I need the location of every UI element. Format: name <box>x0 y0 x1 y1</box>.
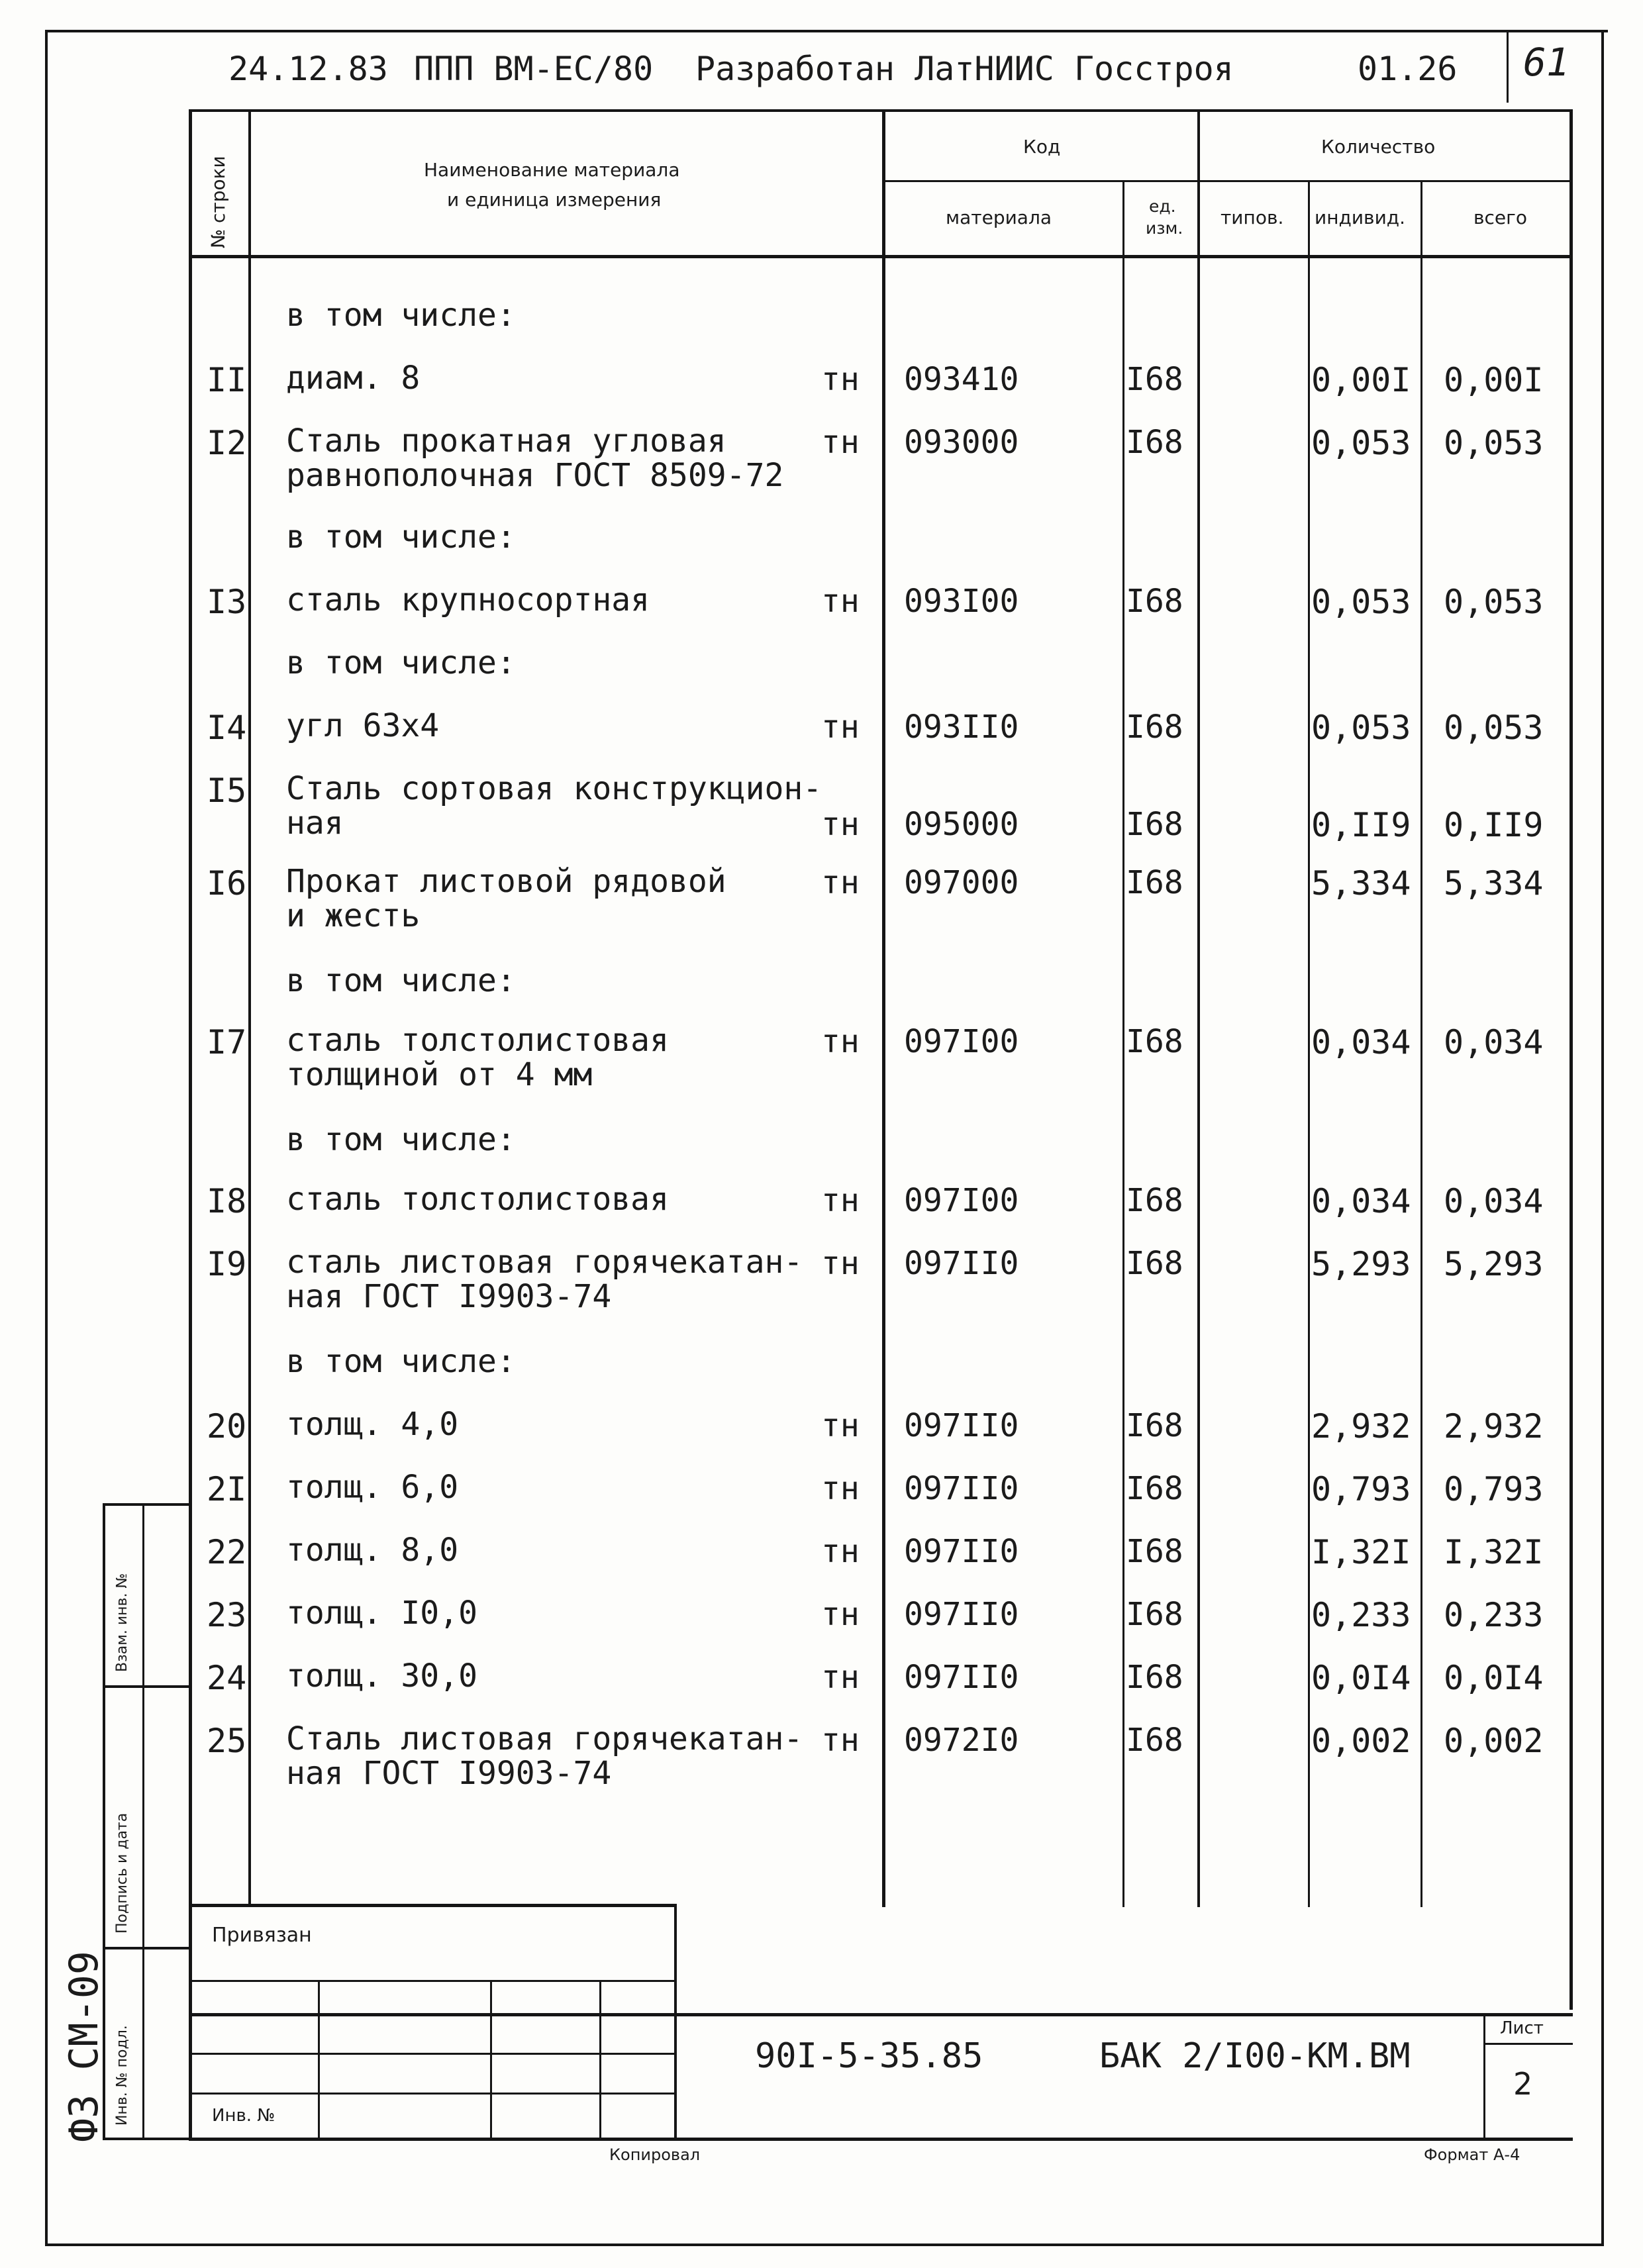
unit-of-measure: тн <box>821 1182 860 1219</box>
unit-code: I68 <box>1126 1245 1183 1282</box>
unit-of-measure: тн <box>821 709 860 746</box>
col-header-code-unit-1: ед. <box>1149 197 1176 216</box>
page-border-top <box>45 30 1608 32</box>
qty-individual: 0,053 <box>1311 709 1411 747</box>
material-code: 093410 <box>904 361 1019 398</box>
qty-total: 0,034 <box>1444 1182 1544 1220</box>
qty-individual: 0,002 <box>1311 1722 1411 1760</box>
qty-total: 5,334 <box>1444 864 1544 903</box>
material-name: сталь листовая горячекатан- <box>286 1244 803 1281</box>
margin-stamp-bottom <box>103 2138 189 2140</box>
stamp-vert-main <box>674 1904 677 2139</box>
row-number: 22 <box>207 1533 247 1571</box>
stamp-sheet-label: Лист <box>1500 2018 1544 2038</box>
unit-code: I68 <box>1126 1722 1183 1759</box>
unit-code: I68 <box>1126 583 1183 620</box>
qty-individual: 5,334 <box>1311 864 1411 903</box>
qty-individual: 0,053 <box>1311 424 1411 462</box>
stamp-line-a <box>189 1980 675 1982</box>
material-code: 095000 <box>904 806 1019 843</box>
material-name: в том числе: <box>286 518 516 556</box>
material-code: 097II0 <box>904 1245 1019 1282</box>
qty-total: 0,0I4 <box>1444 1659 1544 1697</box>
material-name-cont: равнополочная ГОСТ 8509-72 <box>286 457 784 494</box>
qty-individual: 0,233 <box>1311 1596 1411 1634</box>
material-name: сталь толстолистовая <box>286 1181 669 1218</box>
material-name: Сталь листовая горячекатан- <box>286 1720 803 1757</box>
col-header-name-2: и единица измерения <box>447 189 662 211</box>
page-border-right <box>1601 30 1604 2245</box>
material-name-cont: ная <box>286 805 344 842</box>
material-code: 097II0 <box>904 1533 1019 1570</box>
stamp-sheet-no: 2 <box>1513 2066 1533 2102</box>
qty-individual: 0,II9 <box>1311 806 1411 844</box>
unit-of-measure: тн <box>821 806 860 843</box>
margin-exchange-inv: Взам. инв. № <box>114 1573 130 1672</box>
unit-of-measure: тн <box>821 1722 860 1759</box>
qty-total: 0,053 <box>1444 424 1544 462</box>
unit-of-measure: тн <box>821 1596 860 1633</box>
margin-stamp-sep2 <box>103 1947 189 1949</box>
material-code: 097I00 <box>904 1182 1019 1219</box>
unit-of-measure: тн <box>821 1470 860 1507</box>
stamp-col-a <box>318 1980 320 2138</box>
row-number: I8 <box>207 1182 247 1220</box>
unit-code: I68 <box>1126 709 1183 746</box>
col-header-qty-typical: типов. <box>1220 207 1284 228</box>
material-name-cont: толщиной от 4 мм <box>286 1056 593 1093</box>
material-name: в том числе: <box>286 1343 516 1380</box>
material-code: 0972I0 <box>904 1722 1019 1759</box>
qty-individual: 0,034 <box>1311 1023 1411 1061</box>
stamp-top-left <box>189 1904 675 1907</box>
stamp-sheet-divider <box>1483 2013 1485 2139</box>
row-number: I3 <box>207 583 247 621</box>
unit-of-measure: тн <box>821 1245 860 1282</box>
qty-total: 0,233 <box>1444 1596 1544 1634</box>
row-number: I6 <box>207 864 247 903</box>
col-header-code-material: материала <box>946 207 1052 228</box>
unit-of-measure: тн <box>821 1659 860 1696</box>
row-number: 20 <box>207 1407 247 1446</box>
row-number: 2I <box>207 1470 247 1508</box>
unit-code: I68 <box>1126 1407 1183 1444</box>
material-name: толщ. 6,0 <box>286 1469 459 1506</box>
material-name: толщ. 8,0 <box>286 1532 459 1569</box>
qty-total: 0,034 <box>1444 1023 1544 1061</box>
material-code: 093I00 <box>904 583 1019 620</box>
unit-code: I68 <box>1126 424 1183 461</box>
material-code: 093000 <box>904 424 1019 461</box>
material-name: Прокат листовой рядовой <box>286 863 726 900</box>
col-header-qty-total: всего <box>1473 207 1527 228</box>
row-number: I2 <box>207 424 247 462</box>
unit-of-measure: тн <box>821 1533 860 1570</box>
material-name-cont: и жесть <box>286 897 421 934</box>
table-right-line <box>1569 109 1573 2010</box>
col-header-code-unit-2: изм. <box>1146 219 1183 238</box>
stamp-format: Формат А-4 <box>1424 2145 1520 2164</box>
stamp-left <box>189 1904 192 2139</box>
page-border-left <box>45 30 48 2245</box>
material-code: 097II0 <box>904 1659 1019 1696</box>
stamp-inv-no: Инв. № <box>212 2106 275 2126</box>
unit-of-measure: тн <box>821 424 860 461</box>
unit-code: I68 <box>1126 1182 1183 1219</box>
row-number: I4 <box>207 709 247 747</box>
row-number: I9 <box>207 1245 247 1283</box>
qty-total: 0,053 <box>1444 709 1544 747</box>
row-number: 24 <box>207 1659 247 1697</box>
header-date: 24.12.83 <box>228 50 388 88</box>
header-code: ППП ВМ-ЕС/80 <box>414 50 654 88</box>
material-name: в том числе: <box>286 962 516 999</box>
unit-code: I68 <box>1126 1659 1183 1696</box>
unit-of-measure: тн <box>821 583 860 620</box>
margin-stamp-divider <box>142 1503 144 2139</box>
material-name: в том числе: <box>286 1121 516 1158</box>
header-bottom-line <box>189 255 1573 258</box>
qty-total: I,32I <box>1444 1533 1544 1571</box>
stamp-line-c <box>189 2053 675 2055</box>
qty-individual: I,32I <box>1311 1533 1411 1571</box>
table-top-line <box>189 109 1573 112</box>
col-header-qty-individual: индивид. <box>1315 207 1406 228</box>
unit-code: I68 <box>1126 1596 1183 1633</box>
header-form: 01.26 <box>1358 50 1458 88</box>
unit-code: I68 <box>1126 361 1183 398</box>
qty-individual: 0,0I4 <box>1311 1659 1411 1697</box>
qty-total: 0,053 <box>1444 583 1544 621</box>
stamp-line-b <box>189 2013 1573 2016</box>
row-number: I5 <box>207 771 247 810</box>
header-sub-line <box>884 180 1573 182</box>
margin-signature-date: Подпись и дата <box>114 1812 130 1934</box>
material-name-cont: ная ГОСТ I9903-74 <box>286 1755 612 1792</box>
stamp-line-d <box>189 2093 675 2095</box>
stamp-sheet-line <box>1483 2043 1573 2045</box>
stamp-bottom <box>189 2138 1573 2141</box>
margin-orig-inv: Инв. № подл. <box>114 2025 130 2126</box>
header-developer: Разработан ЛатНИИС Госстроя <box>695 50 1234 88</box>
qty-total: 5,293 <box>1444 1245 1544 1283</box>
col-line-material <box>1122 180 1124 1907</box>
row-number: II <box>207 361 247 399</box>
unit-of-measure: тн <box>821 864 860 901</box>
stamp-doc-code: БАК 2/I00-КМ.ВМ <box>1099 2036 1411 2076</box>
unit-code: I68 <box>1126 1533 1183 1570</box>
margin-stamp-top <box>103 1503 189 1506</box>
material-code: 097II0 <box>904 1470 1019 1507</box>
col-header-code: Код <box>1023 136 1061 158</box>
unit-code: I68 <box>1126 864 1183 901</box>
margin-stamp-sep1 <box>103 1685 189 1688</box>
material-name: сталь толстолистовая <box>286 1022 669 1059</box>
material-name: толщ. I0,0 <box>286 1595 477 1632</box>
qty-individual: 5,293 <box>1311 1245 1411 1283</box>
page-mark-divider <box>1507 30 1509 103</box>
col-header-qty: Количество <box>1321 136 1436 158</box>
qty-total: 0,00I <box>1444 361 1544 399</box>
qty-individual: 0,034 <box>1311 1182 1411 1220</box>
page-border-bottom <box>45 2243 1604 2246</box>
col-header-row-no: № строки <box>207 156 229 248</box>
stamp-col-c <box>599 1980 601 2138</box>
unit-code: I68 <box>1126 806 1183 843</box>
qty-total: 0,002 <box>1444 1722 1544 1760</box>
material-name: толщ. 4,0 <box>286 1406 459 1443</box>
material-name: сталь крупносортная <box>286 581 650 618</box>
col-line-name <box>882 109 885 1907</box>
qty-total: 0,II9 <box>1444 806 1544 844</box>
row-number: 23 <box>207 1596 247 1634</box>
margin-archive-code: ФЗ СМ-09 <box>61 1951 107 2142</box>
col-line-rowno <box>248 109 251 1904</box>
stamp-doc-number: 90I-5-35.85 <box>755 2036 983 2076</box>
material-name-cont: ная ГОСТ I9903-74 <box>286 1278 612 1315</box>
stamp-bound: Привязан <box>212 1924 312 1947</box>
material-code: 097II0 <box>904 1407 1019 1444</box>
stamp-col-b <box>490 1980 492 2138</box>
material-code: 097000 <box>904 864 1019 901</box>
page-mark: 61 <box>1523 40 1569 85</box>
qty-individual: 2,932 <box>1311 1407 1411 1446</box>
material-name: в том числе: <box>286 644 516 681</box>
qty-total: 0,793 <box>1444 1470 1544 1508</box>
qty-individual: 0,793 <box>1311 1470 1411 1508</box>
col-header-name-1: Наименование материала <box>424 159 680 181</box>
material-code: 097I00 <box>904 1023 1019 1060</box>
unit-of-measure: тн <box>821 361 860 398</box>
unit-code: I68 <box>1126 1023 1183 1060</box>
col-line-individual <box>1420 180 1422 1907</box>
material-code: 093II0 <box>904 709 1019 746</box>
stamp-copied: Копировал <box>609 2145 701 2164</box>
qty-individual: 0,00I <box>1311 361 1411 399</box>
material-name: Сталь прокатная угловая <box>286 422 726 460</box>
material-name: толщ. 30,0 <box>286 1657 477 1695</box>
material-name: диам. 8 <box>286 360 421 397</box>
col-line-typical <box>1308 180 1310 1907</box>
unit-code: I68 <box>1126 1470 1183 1507</box>
row-number: I7 <box>207 1023 247 1061</box>
material-code: 097II0 <box>904 1596 1019 1633</box>
qty-total: 2,932 <box>1444 1407 1544 1446</box>
row-number: 25 <box>207 1722 247 1760</box>
col-line-unit <box>1197 109 1200 1907</box>
unit-of-measure: тн <box>821 1407 860 1444</box>
material-name: Сталь сортовая конструкцион- <box>286 770 822 807</box>
qty-individual: 0,053 <box>1311 583 1411 621</box>
unit-of-measure: тн <box>821 1023 860 1060</box>
table-left-line <box>189 109 192 1904</box>
material-name: в том числе: <box>286 297 516 334</box>
material-name: угл 63х4 <box>286 707 440 744</box>
